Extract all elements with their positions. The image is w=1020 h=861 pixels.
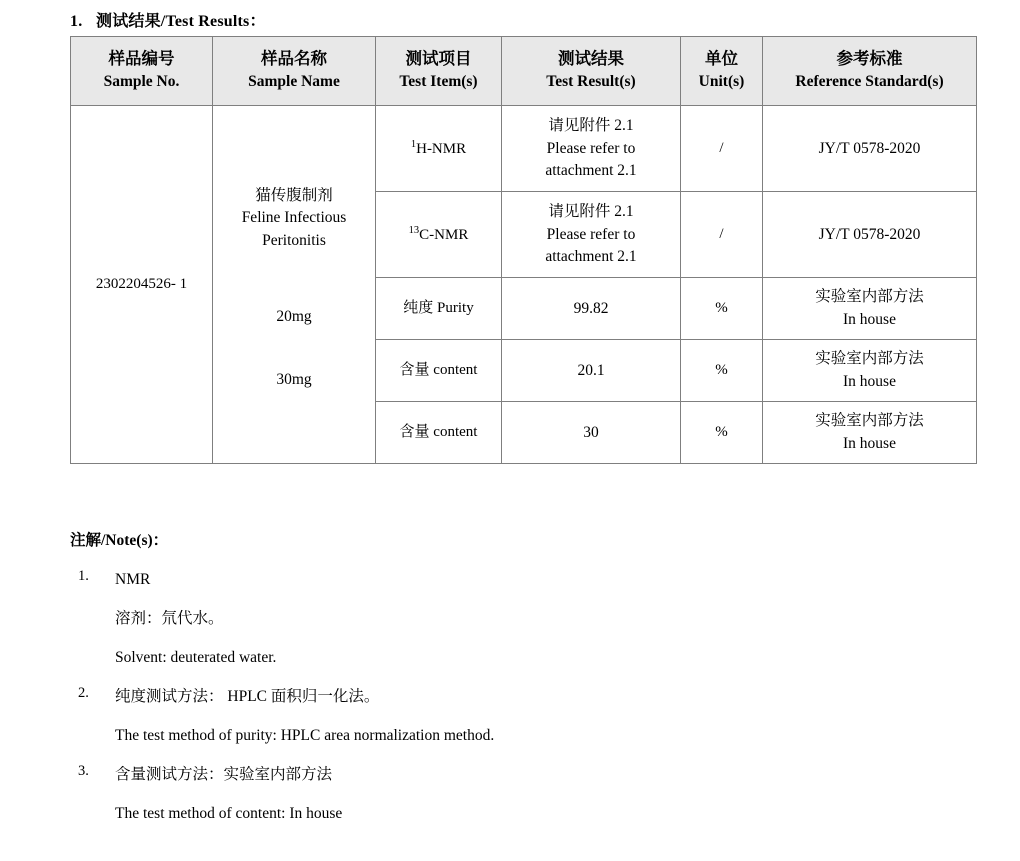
result-cn: 20.1 (577, 361, 605, 379)
results-table (70, 36, 977, 464)
header-test-item (376, 37, 502, 106)
note-body (115, 685, 976, 748)
section-title-text: 测试结果/Test Results： (96, 13, 266, 30)
standard-cn: JY/T 0578-2020 (818, 139, 921, 157)
notes-section (70, 528, 976, 841)
note-item (70, 568, 976, 670)
header-test-result-cn: 测试结果 (558, 49, 624, 68)
test-item-cn: 含量 (399, 361, 430, 378)
result-en1: Please refer to (546, 139, 636, 157)
header-sample-no-cn: 样品编号 (108, 49, 175, 68)
standard-en: In house (843, 434, 896, 452)
header-unit (681, 37, 763, 106)
test-item-text: content (433, 361, 478, 378)
page-title (70, 8, 266, 31)
notes-title: 注解/Note(s)： (70, 532, 169, 549)
result-cn: 30 (583, 423, 599, 441)
header-sample-no (71, 37, 213, 106)
note-number: 3. (78, 763, 89, 780)
cell-test-item (376, 192, 502, 278)
result-en1: Please refer to (546, 225, 636, 243)
cell-test-item (376, 278, 502, 340)
cell-unit: % (681, 340, 763, 402)
header-sample-name (213, 37, 376, 106)
header-reference-standard-en: Reference Standard(s) (795, 72, 944, 90)
cell-test-item (376, 402, 502, 464)
result-en2: attachment 2.1 (545, 162, 637, 180)
header-test-result (502, 37, 681, 106)
test-item-text: content (433, 423, 478, 440)
standard-en: In house (843, 310, 896, 328)
isotope-superscript: 13 (408, 225, 420, 237)
cell-test-result (502, 192, 681, 278)
table-header-row (71, 37, 977, 106)
cell-unit: / (681, 192, 763, 278)
cell-test-result (502, 278, 681, 340)
note-body (115, 763, 976, 826)
note-line: The test method of content: In house (115, 805, 343, 823)
header-sample-no-en: Sample No. (103, 72, 180, 90)
isotope-superscript: 1 (410, 139, 417, 151)
result-cn: 请见附件 2.1 (548, 117, 634, 135)
header-reference-standard-cn: 参考标准 (836, 49, 903, 68)
sample-spec-20mg: 20mg (276, 308, 312, 326)
cell-reference-standard (763, 278, 977, 340)
note-number: 2. (78, 685, 89, 702)
sample-spec-30mg: 30mg (276, 370, 312, 388)
cell-test-result (502, 106, 681, 192)
cell-sample-no: 2302204526- 1 (71, 106, 213, 464)
result-en2: attachment 2.1 (545, 248, 637, 266)
sample-name-cn: 猫传腹制剂 (255, 186, 333, 204)
note-item (70, 763, 976, 826)
sample-name-en2: Peritonitis (262, 231, 326, 249)
note-line: 溶剂：氘代水。 (115, 610, 224, 628)
test-item-text: H-NMR (416, 141, 467, 158)
note-body (115, 568, 976, 670)
header-test-item-en: Test Item(s) (399, 72, 478, 90)
header-unit-cn: 单位 (705, 49, 738, 68)
test-item-text: C-NMR (419, 227, 469, 244)
note-line: The test method of purity: HPLC area normalization method. (115, 727, 495, 745)
standard-cn: 实验室内部方法 (815, 350, 924, 368)
header-reference-standard (763, 37, 977, 106)
header-test-result-en: Test Result(s) (546, 72, 636, 90)
cell-unit: % (681, 402, 763, 464)
standard-cn: JY/T 0578-2020 (818, 225, 921, 243)
note-line: 纯度测试方法： HPLC 面积归一化法。 (115, 688, 380, 706)
result-cn: 99.82 (573, 299, 609, 317)
note-line: 含量测试方法：实验室内部方法 (115, 766, 333, 784)
cell-test-item (376, 106, 502, 192)
header-test-item-cn: 测试项目 (405, 49, 472, 68)
cell-reference-standard (763, 192, 977, 278)
table-row (71, 106, 977, 192)
cell-unit: / (681, 106, 763, 192)
header-sample-name-cn: 样品名称 (261, 49, 327, 68)
cell-sample-name (213, 106, 376, 464)
section-number: 1. (70, 13, 83, 30)
note-number: 1. (78, 568, 89, 584)
cell-unit: % (681, 278, 763, 340)
note-item (70, 685, 976, 748)
cell-reference-standard (763, 106, 977, 192)
test-item-text: Purity (437, 299, 474, 316)
cell-test-result (502, 340, 681, 402)
sample-name-block (218, 179, 370, 391)
header-sample-name-en: Sample Name (248, 72, 340, 90)
result-cn: 请见附件 2.1 (548, 203, 634, 221)
cell-reference-standard (763, 340, 977, 402)
test-item-cn: 纯度 (403, 299, 434, 316)
cell-test-result (502, 402, 681, 464)
cell-test-item (376, 340, 502, 402)
standard-cn: 实验室内部方法 (815, 288, 924, 306)
test-item-cn: 含量 (399, 423, 430, 440)
results-table-wrapper (70, 36, 976, 464)
sample-name-en1: Feline Infectious (241, 209, 347, 227)
note-line: Solvent: deuterated water. (115, 649, 277, 667)
header-unit-en: Unit(s) (698, 72, 745, 90)
cell-reference-standard (763, 402, 977, 464)
standard-en: In house (843, 372, 896, 390)
standard-cn: 实验室内部方法 (815, 412, 924, 430)
note-line: NMR (115, 571, 151, 588)
